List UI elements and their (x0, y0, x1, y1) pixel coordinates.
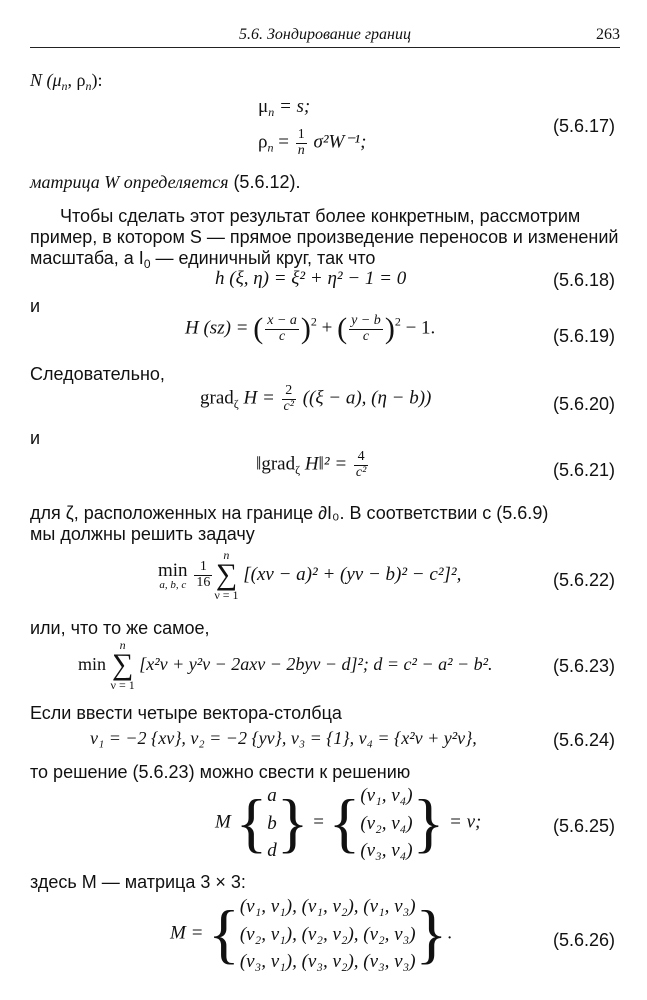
equation-number-5-6-26: (5.6.26) (552, 930, 615, 950)
running-header (30, 26, 620, 48)
unknown-vector: a b d (267, 785, 277, 862)
equation-number-5-6-24: (5.6.24) (552, 730, 615, 750)
column-vectors-line: Если ввести четыре вектора-столбца (30, 703, 342, 723)
equation-5-6-23: min n ∑ ν = 1 [x²ν + y²ν − 2axν − 2byν − d]²; d = c² − a² − b². (78, 638, 493, 692)
header-rule (30, 47, 620, 48)
paragraph-line-3: масштаба, а $I_0$ — единичный круг, так что (30, 248, 376, 271)
matrix-definition-line: здесь M — матрица 3 × 3: (30, 872, 246, 892)
distribution-line: N ($\mu_n$, $\rho_n$): (30, 70, 103, 93)
equation-5-6-17-line1: $\mu_n = s$; (258, 96, 311, 119)
equation-number-5-6-22: (5.6.22) (552, 570, 615, 590)
running-title: 5.6. Зондирование границ (238, 26, 411, 43)
matrix-w-line: матрица W определяется (5.6.12). (30, 172, 301, 192)
summation-operator: n ∑ ν = 1 (110, 638, 135, 692)
equation-5-6-21: ‖grad$_\zeta$ H‖² = $\frac{4}{\text{c²}}$ (256, 449, 367, 480)
summation-operator: n ∑ ν = 1 (214, 548, 239, 602)
equation-5-6-20: grad$_\zeta$ H = $\frac{2}{\text{c²}}$ ((ξ − a), (η − b)) (200, 383, 432, 414)
equation-5-6-26: M = { (v₁, v₁), (v₁, v₂), (v₁, v₃) (v₂, v₁), (v₂, v₂), (v₂, v₃) (v₃, v₁), (v₃, v₂), (v₃, v₃) }. (170, 893, 452, 976)
equation-number-5-6-17: (5.6.17) (552, 116, 615, 136)
equation-number-5-6-23: (5.6.23) (552, 656, 615, 676)
equation-number-5-6-19: (5.6.19) (552, 326, 615, 346)
boundary-line-1: для ζ, расположенных на границе ∂I₀. В соответствии с (5.6.9) (30, 503, 549, 523)
equation-number-5-6-20: (5.6.20) (552, 394, 615, 414)
rhs-vector: (v₁, v₄) (v₂, v₄) (v₃, v₄) (360, 785, 413, 862)
equation-5-6-22: min a, b, c $\frac{1}{16}$ n ∑ ν = 1 [(xν − a)² + (yν − b)² − c²]², (158, 548, 462, 602)
equivalently-line: или, что то же самое, (30, 618, 210, 638)
equation-number-5-6-18: (5.6.18) (552, 270, 615, 290)
gram-matrix: (v₁, v₁), (v₁, v₂), (v₁, v₃) (v₂, v₁), (v₂, v₂), (v₂, v₃) (v₃, v₁), (v₃, v₂), (v₃, v₃) (239, 896, 416, 973)
equation-number-5-6-21: (5.6.21) (552, 460, 615, 480)
paragraph-line-2: пример, в котором S — прямое произведение переносов и изменений (30, 227, 619, 247)
equation-5-6-19: H (sz) = ( $\frac{x - a}{c}$ )$^2$ + ( $\frac{y - b}{c}$ )$^2$ − 1. (185, 312, 436, 345)
equation-5-6-25: M { a b d } = { (v₁, v₄) (v₂, v₄) (v₃, v₄) } = v; (215, 782, 481, 865)
boundary-line-2: мы должны решить задачу (30, 524, 255, 544)
equation-number-5-6-25: (5.6.25) (552, 816, 615, 836)
paragraph-line-1: Чтобы сделать этот результат более конкретным, рассмотрим (60, 206, 581, 226)
hence-line: Следовательно, (30, 364, 165, 384)
reduction-line: то решение (5.6.23) можно свести к решению (30, 762, 411, 782)
equation-5-6-24: v₁ = −2 {xν}, v₂ = −2 {yν}, v₃ = {1}, v₄ = {x²ν + y²ν}, (90, 728, 477, 748)
page-number: 263 (596, 26, 620, 43)
equation-5-6-17-line2: $\rho_n$ = $\frac{1}{n}$ σ²W⁻¹; (258, 127, 367, 158)
conjunction-and-1: и (30, 296, 41, 316)
fraction: $\frac{1}{n}$ (297, 127, 305, 158)
min-operator: min a, b, c (158, 559, 188, 591)
equation-5-6-18: h (ξ, η) = ξ² + η² − 1 = 0 (215, 268, 407, 289)
conjunction-and-2: и (30, 428, 41, 448)
